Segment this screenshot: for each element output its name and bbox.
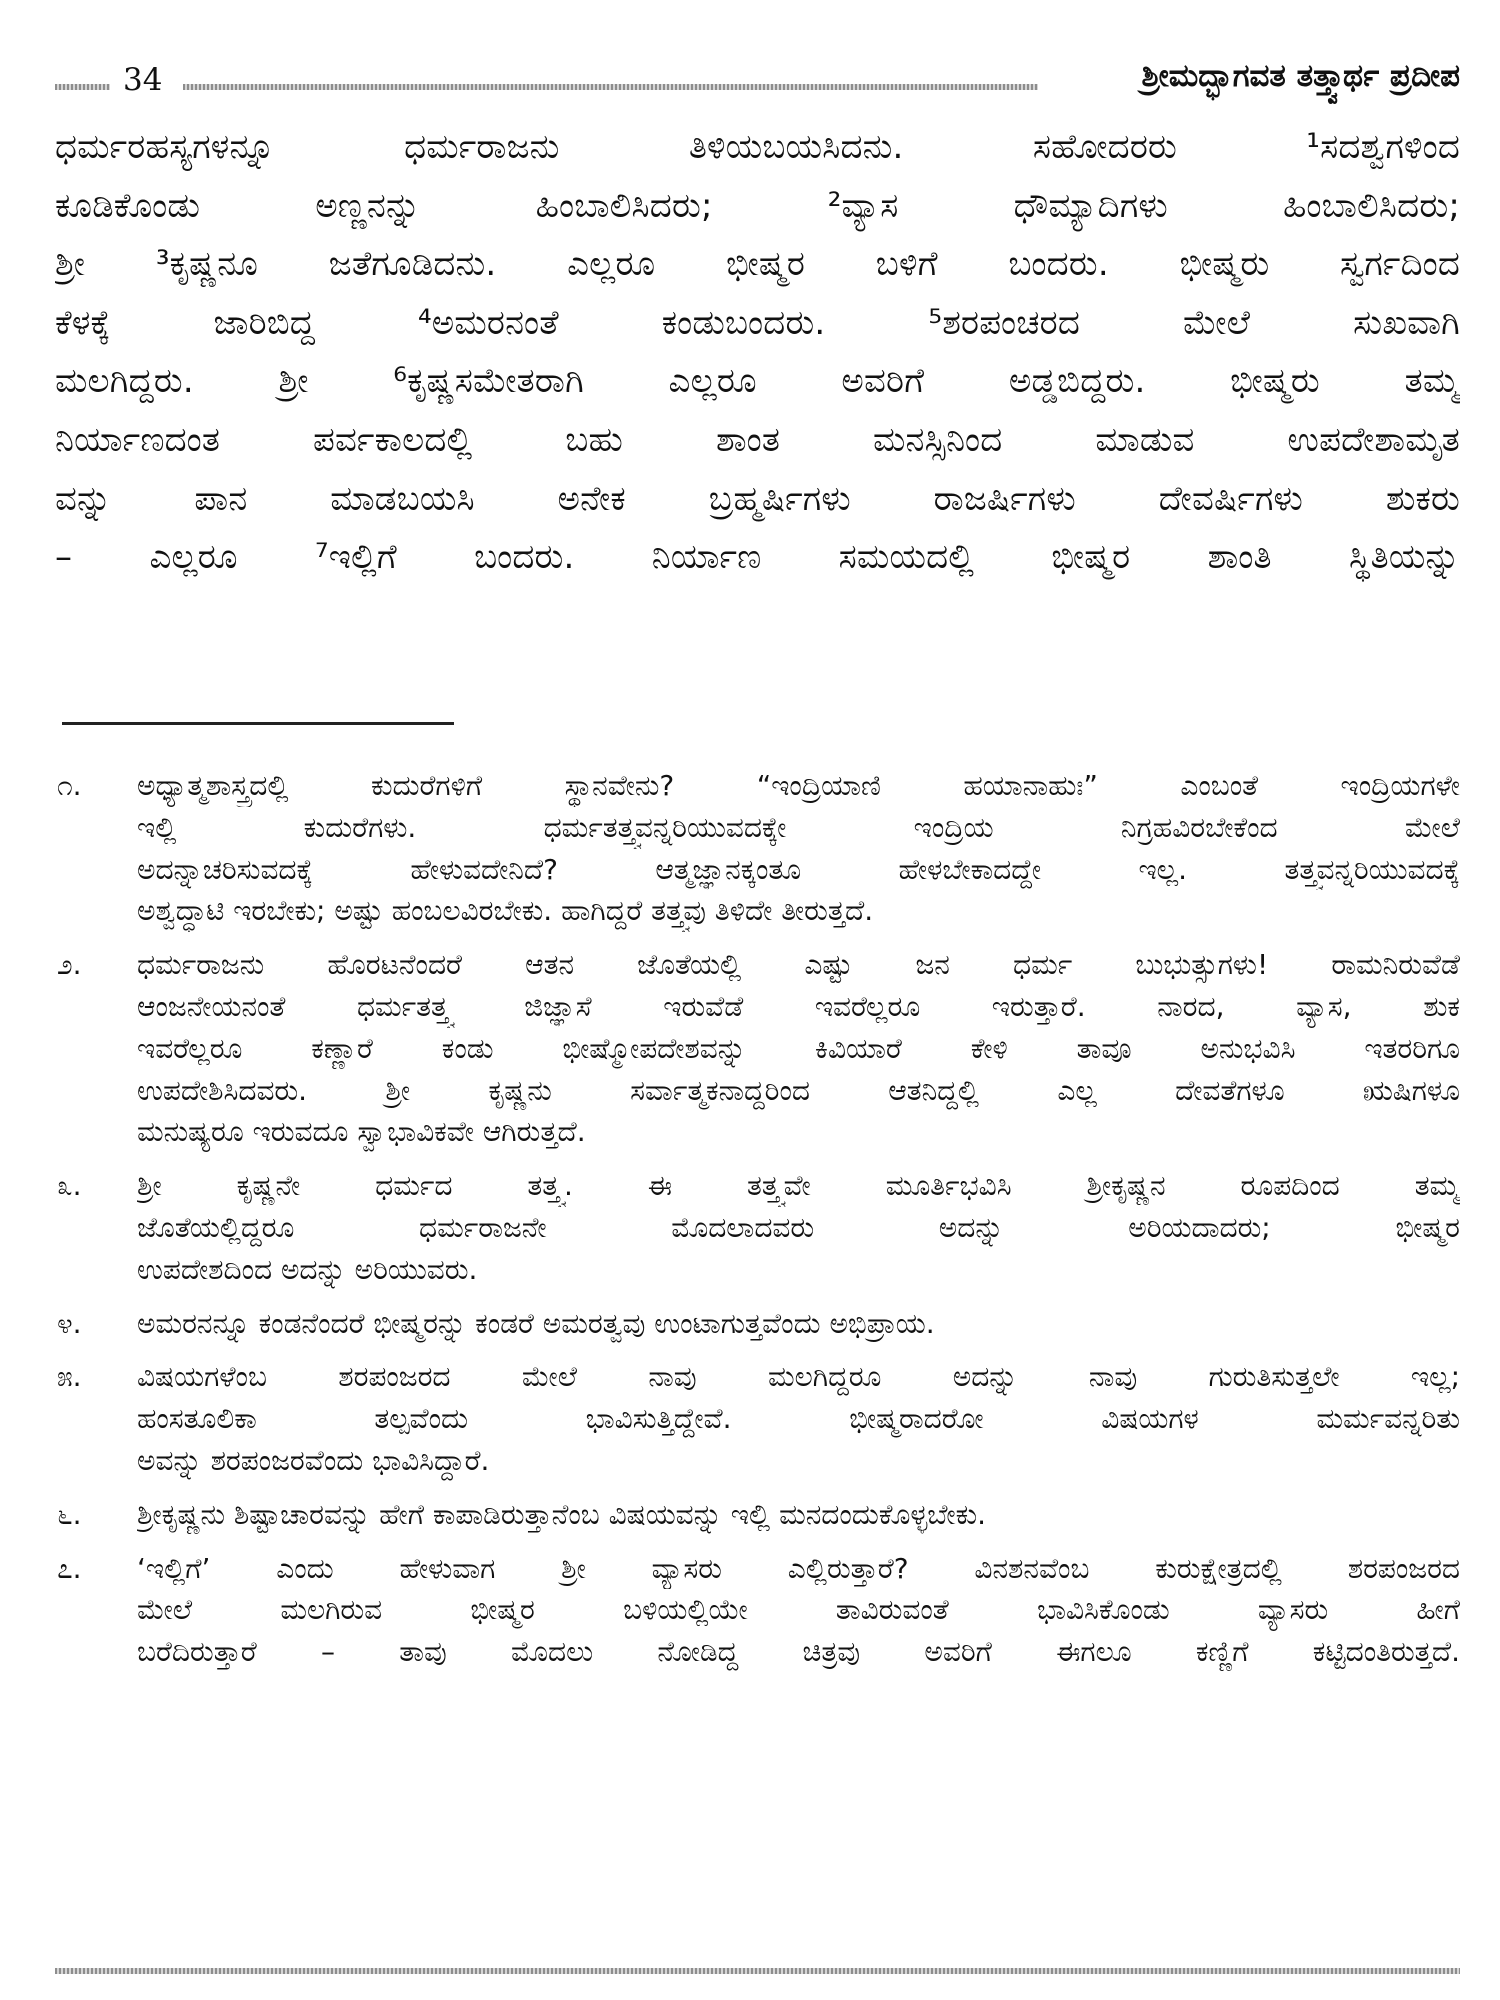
footnote-line: ಮನುಷ್ಯರೂ ಇರುವದೂ ಸ್ವಾಭಾವಿಕವೇ ಆಗಿರುತ್ತದೆ.: [137, 1115, 586, 1149]
main-line: ವನ್ನು ಪಾನ ಮಾಡಬಯಸಿ ಅನೇಕ ಬ್ರಹ್ಮರ್ಷಿಗಳು ರಾಜರ್ಷಿಗಳು ದೇವರ್ಷಿಗಳು ಶುಕರು: [55, 478, 1460, 519]
footnote-line: ಅಮರನನ್ನೂ ಕಂಡನೆಂದರೆ ಭೀಷ್ಮರನ್ನು ಕಂಡರೆ ಅಮರತ್ವವು ಉಂಟಾಗುತ್ತವೆಂದು ಅಭಿಪ್ರಾಯ.: [137, 1306, 935, 1340]
footnote-marker: ೩.: [57, 1169, 82, 1203]
footnote-text: [137, 1165, 1460, 1290]
page-header: [55, 58, 1460, 108]
footnote-line: ಅಧ್ಯಾತ್ಮಶಾಸ್ತ್ರದಲ್ಲಿ ಕುದುರೆಗಳಿಗೆ ಸ್ಥಾನವೇನು? “ಇಂದ್ರಿಯಾಣಿ ಹಯಾನಾಹುಃ” ಎಂಬಂತೆ ಇಂದ್ರಿಯಗಳೇ: [137, 769, 1460, 802]
footnote-7: [55, 1548, 1460, 1673]
footnote-line: ಅವನ್ನು ಶರಪಂಜರವೆಂದು ಭಾವಿಸಿದ್ದಾರೆ.: [137, 1443, 490, 1477]
footnote-separator: [62, 722, 454, 725]
footnote-text: [137, 1494, 1460, 1536]
footnote-line: ಜೊತೆಯಲ್ಲಿದ್ದರೂ ಧರ್ಮರಾಜನೇ ಮೊದಲಾದವರು ಅದನ್ನು ಅರಿಯದಾದರು; ಭೀಷ್ಮರ: [137, 1210, 1460, 1244]
footnote-marker: ೪.: [57, 1306, 82, 1340]
main-paragraph: [55, 118, 1460, 587]
footnote-2: [55, 944, 1460, 1153]
footnote-line: ಉಪದೇಶದಿಂದ ಅದನ್ನು ಅರಿಯುವರು.: [137, 1252, 478, 1286]
footnote-line: ಧರ್ಮರಾಜನು ಹೊರಟನೆಂದರೆ ಆತನ ಜೊತೆಯಲ್ಲಿ ಎಷ್ಟು ಜನ ಧರ್ಮ ಬುಭುತ್ಸುಗಳು! ರಾಮನಿರುವೆಡೆ: [137, 948, 1460, 982]
footnote-text: [137, 1548, 1460, 1673]
footnote-line: ಶ್ರೀ ಕೃಷ್ಣನೇ ಧರ್ಮದ ತತ್ತ್ವ. ಈ ತತ್ತ್ವವೇ ಮೂರ್ತಿಭವಿಸಿ ಶ್ರೀಕೃಷ್ಣನ ರೂಪದಿಂದ ತಮ್ಮ: [137, 1169, 1460, 1203]
footnote-line: ಹಂಸತೂಲಿಕಾ ತಲ್ಪವೆಂದು ಭಾವಿಸುತ್ತಿದ್ದೇವೆ. ಭೀಷ್ಮರಾದರೋ ವಿಷಯಗಳ ಮರ್ಮವನ್ನರಿತು: [137, 1402, 1460, 1436]
footnote-marker: ೫.: [57, 1360, 82, 1394]
footnote-line: ಶ್ರೀಕೃಷ್ಣನು ಶಿಷ್ಟಾಚಾರವನ್ನು ಹೇಗೆ ಕಾಪಾಡಿರುತ್ತಾನೆಂಬ ವಿಷಯವನ್ನು ಇಲ್ಲಿ ಮನದಂದುಕೊಳ್ಳಬೇಕು.: [137, 1497, 987, 1531]
footnote-4: [55, 1303, 1460, 1345]
main-line: – ಎಲ್ಲರೂ ⁷ಇಲ್ಲಿಗೆ ಬಂದರು. ನಿರ್ಯಾಣ ಸಮಯದಲ್ಲಿ ಭೀಷ್ಮರ ಶಾಂತಿ ಸ್ಥಿತಿಯನ್ನು: [55, 537, 1460, 578]
footnote-5: [55, 1356, 1460, 1481]
main-line: ಮಲಗಿದ್ದರು. ಶ್ರೀ ⁶ಕೃಷ್ಣಸಮೇತರಾಗಿ ಎಲ್ಲರೂ ಅವರಿಗೆ ಅಡ್ಡಬಿದ್ದರು. ಭೀಷ್ಮರು ತಮ್ಮ: [55, 361, 1460, 402]
main-line: ನಿರ್ಯಾಣದಂತ ಪರ್ವಕಾಲದಲ್ಲಿ ಬಹು ಶಾಂತ ಮನಸ್ಸಿನಿಂದ ಮಾಡುವ ಉಪದೇಶಾಮೃತ: [55, 419, 1460, 460]
header-rule-middle: [183, 84, 1038, 90]
page-number: 34: [123, 62, 163, 98]
footnote-text: [137, 944, 1460, 1153]
footnote-line: ಅಶ್ವದ್ಧಾಟಿ ಇರಬೇಕು; ಅಷ್ಟು ಹಂಬಲವಿರಬೇಕು. ಹಾಗಿದ್ದರೆ ತತ್ತ್ವವು ತಿಳಿದೇ ತೀರುತ್ತದೆ.: [137, 894, 874, 928]
footnote-line: ಆಂಜನೇಯನಂತೆ ಧರ್ಮತತ್ತ್ವ ಜಿಜ್ಞಾಸೆ ಇರುವೆಡೆ ಇವರೆಲ್ಲರೂ ಇರುತ್ತಾರೆ. ನಾರದ, ವ್ಯಾಸ, ಶುಕ: [137, 989, 1460, 1023]
header-rule-left: [55, 84, 110, 90]
footnote-line: ವಿಷಯಗಳೆಂಬ ಶರಪಂಜರದ ಮೇಲೆ ನಾವು ಮಲಗಿದ್ದರೂ ಅದನ್ನು ನಾವು ಗುರುತಿಸುತ್ತಲೇ ಇಲ್ಲ;: [137, 1360, 1460, 1394]
footnote-line: ಇಲ್ಲಿ ಕುದುರೆಗಳು. ಧರ್ಮತತ್ತ್ವವನ್ನರಿಯುವದಕ್ಕೇ ಇಂದ್ರಿಯ ನಿಗ್ರಹವಿರಬೇಕೆಂದ ಮೇಲೆ: [137, 810, 1460, 844]
footnote-line: ಇವರೆಲ್ಲರೂ ಕಣ್ಣಾರೆ ಕಂಡು ಭೀಷ್ಮೋಪದೇಶವನ್ನು ಕಿವಿಯಾರೆ ಕೇಳಿ ತಾವೂ ಅನುಭವಿಸಿ ಇತರರಿಗೂ: [137, 1031, 1460, 1065]
footnote-text: [137, 1303, 1460, 1345]
main-line: ಧರ್ಮರಹಸ್ಯಗಳನ್ನೂ ಧರ್ಮರಾಜನು ತಿಳಿಯಬಯಸಿದನು. ಸಹೋದರರು ¹ಸದಶ್ವಗಳಿಂದ: [55, 127, 1460, 167]
footnote-line: ಬರೆದಿರುತ್ತಾರೆ – ತಾವು ಮೊದಲು ನೋಡಿದ್ದ ಚಿತ್ರವು ಅವರಿಗೆ ಈಗಲೂ ಕಣ್ಣಿಗೆ ಕಟ್ಟಿದಂತಿರುತ್ತದೆ.: [137, 1635, 1460, 1669]
footnote-line: ಮೇಲೆ ಮಲಗಿರುವ ಭೀಷ್ಮರ ಬಳಿಯಲ್ಲಿಯೇ ತಾವಿರುವಂತೆ ಭಾವಿಸಿಕೊಂಡು ವ್ಯಾಸರು ಹೀಗೆ: [137, 1593, 1460, 1627]
footnote-3: [55, 1165, 1460, 1290]
footnote-text: [137, 765, 1460, 932]
footnote-line: ಉಪದೇಶಿಸಿದವರು. ಶ್ರೀ ಕೃಷ್ಣನು ಸರ್ವಾತ್ಮಕನಾದ್ದರಿಂದ ಆತನಿದ್ದಲ್ಲಿ ಎಲ್ಲ ದೇವತೆಗಳೂ ಋಷಿಗಳೂ: [137, 1073, 1460, 1107]
footer-rule: [55, 1968, 1460, 1974]
main-line: ಶ್ರೀ ³ಕೃಷ್ಣನೂ ಜತೆಗೂಡಿದನು. ಎಲ್ಲರೂ ಭೀಷ್ಮರ ಬಳಿಗೆ ಬಂದರು. ಭೀಷ್ಮರು ಸ್ವರ್ಗದಿಂದ: [55, 244, 1460, 285]
footnote-1: [55, 765, 1460, 932]
footnote-marker: ೧.: [57, 769, 82, 802]
footnote-line: ಅದನ್ನಾಚರಿಸುವದಕ್ಕೆ ಹೇಳುವದೇನಿದೆ? ಆತ್ಮಜ್ಞಾನಕ್ಕಂತೂ ಹೇಳಬೇಕಾದದ್ದೇ ಇಲ್ಲ. ತತ್ತ್ವವನ್ನರಿಯುವದಕ್ಕೆ: [137, 852, 1460, 886]
footnote-marker: ೬.: [57, 1497, 82, 1531]
footnote-marker: ೭.: [57, 1551, 82, 1585]
footnote-line: ‘ಇಲ್ಲಿಗೆ’ ಎಂದು ಹೇಳುವಾಗ ಶ್ರೀ ವ್ಯಾಸರು ಎಲ್ಲಿರುತ್ತಾರೆ? ವಿನಶನವೆಂಬ ಕುರುಕ್ಷೇತ್ರದಲ್ಲಿ ಶರಪಂಜರದ: [137, 1551, 1460, 1585]
running-title: ಶ್ರೀಮದ್ಭಾಗವತ ತತ್ತ್ವಾರ್ಥ ಪ್ರದೀಪ: [1141, 58, 1460, 94]
footnotes: [55, 765, 1460, 1685]
main-line: ಕೂಡಿಕೊಂಡು ಅಣ್ಣನನ್ನು ಹಿಂಬಾಲಿಸಿದರು; ²ವ್ಯಾಸ ಧೌಮ್ಯಾದಿಗಳು ಹಿಂಬಾಲಿಸಿದರು;: [55, 185, 1460, 226]
footnote-text: [137, 1356, 1460, 1481]
main-line: ಕೆಳಕ್ಕೆ ಜಾರಿಬಿದ್ದ ⁴ಅಮರನಂತೆ ಕಂಡುಬಂದರು. ⁵ಶರಪಂಚರದ ಮೇಲೆ ಸುಖವಾಗಿ: [55, 302, 1460, 343]
footnote-6: [55, 1494, 1460, 1536]
footnote-marker: ೨.: [57, 948, 82, 982]
